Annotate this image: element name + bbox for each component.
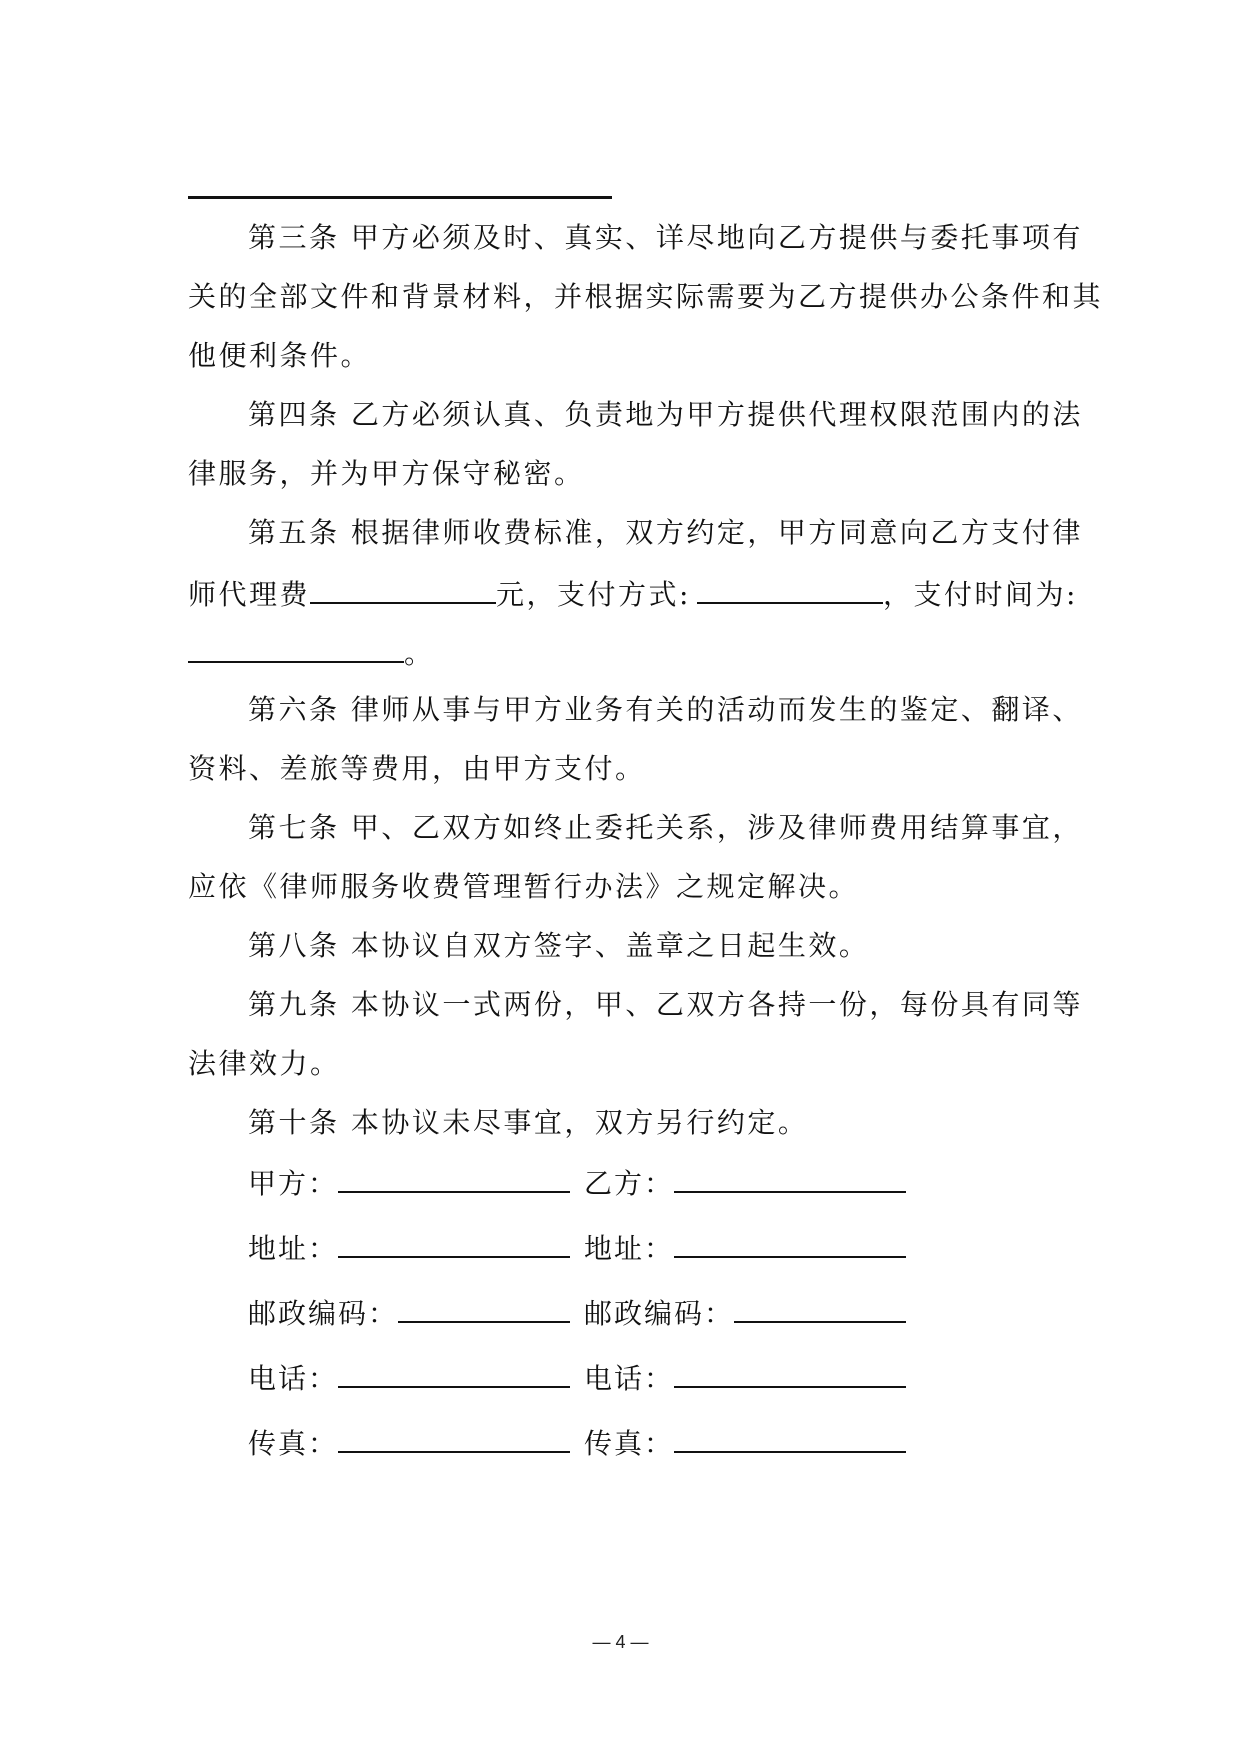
article-5-line-1: 第五条 根据律师收费标准，双方约定，甲方同意向乙方支付律 (248, 516, 1083, 549)
postcode-a-blank (398, 1291, 570, 1323)
phone-a-label: 电话： (248, 1362, 339, 1395)
party-b-label: 乙方： (584, 1167, 675, 1200)
page-number: — 4 — (592, 1632, 649, 1652)
postcode-a-row (248, 1291, 570, 1334)
phone-b-label: 电话： (584, 1362, 675, 1395)
article-6-line-1: 第六条 律师从事与甲方业务有关的活动而发生的鉴定、翻译、 (248, 693, 1083, 726)
address-b-blank (674, 1226, 906, 1258)
fax-b-row (584, 1421, 906, 1464)
fax-b-blank (674, 1421, 906, 1453)
party-a-label: 甲方： (248, 1167, 339, 1200)
phone-a-blank (338, 1356, 570, 1388)
postcode-a-label: 邮政编码： (248, 1297, 399, 1330)
article-9-line-2: 法律效力。 (188, 1047, 341, 1080)
article-5-end: 。 (404, 637, 435, 670)
address-b-label: 地址： (584, 1232, 675, 1265)
address-b-row (584, 1226, 906, 1269)
article-9-line-1: 第九条 本协议一式两份，甲、乙双方各持一份，每份具有同等 (248, 988, 1083, 1021)
article-5-line-3 (188, 631, 435, 674)
top-fill-blank-line (188, 196, 612, 199)
article-7-line-1: 第七条 甲、乙双方如终止委托关系，涉及律师费用结算事宜， (248, 811, 1083, 844)
article-4-line-1: 第四条 乙方必须认真、负责地为甲方提供代理权限范围内的法 (248, 398, 1083, 431)
fee-amount-blank (310, 572, 496, 604)
article-7-line-2: 应依《律师服务收费管理暂行办法》之规定解决。 (188, 870, 860, 903)
party-b-blank (674, 1161, 906, 1193)
party-a-row (248, 1161, 570, 1204)
party-b-row (584, 1161, 906, 1204)
article-10-line-1: 第十条 本协议未尽事宜，双方另行约定。 (248, 1106, 809, 1139)
phone-b-blank (674, 1356, 906, 1388)
payment-method-blank (697, 572, 883, 604)
postcode-b-row (584, 1291, 906, 1334)
payment-time-label: ，支付时间为: (882, 578, 1078, 611)
phone-b-row (584, 1356, 906, 1399)
article-5-line-2 (188, 572, 1078, 615)
article-3-line-1: 第三条 甲方必须及时、真实、详尽地向乙方提供与委托事项有 (248, 221, 1083, 254)
article-4-line-2: 律服务，并为甲方保守秘密。 (188, 457, 585, 490)
party-a-blank (338, 1161, 570, 1193)
fax-a-row (248, 1421, 570, 1464)
fax-a-label: 传真： (248, 1427, 339, 1460)
payment-time-blank (188, 631, 404, 663)
article-3-line-2: 关的全部文件和背景材料，并根据实际需要为乙方提供办公条件和其 (188, 280, 1104, 313)
postcode-b-label: 邮政编码： (584, 1297, 735, 1330)
phone-a-row (248, 1356, 570, 1399)
fax-a-blank (338, 1421, 570, 1453)
address-a-blank (338, 1226, 570, 1258)
address-a-row (248, 1226, 570, 1269)
payment-method-label: 元，支付方式: (496, 578, 691, 611)
postcode-b-blank (734, 1291, 906, 1323)
fee-label: 师代理费 (188, 578, 311, 611)
fax-b-label: 传真： (584, 1427, 675, 1460)
article-8-line-1: 第八条 本协议自双方签字、盖章之日起生效。 (248, 929, 870, 962)
article-3-line-3: 他便利条件。 (188, 339, 372, 372)
article-6-line-2: 资料、差旅等费用，由甲方支付。 (188, 752, 646, 785)
address-a-label: 地址： (248, 1232, 339, 1265)
